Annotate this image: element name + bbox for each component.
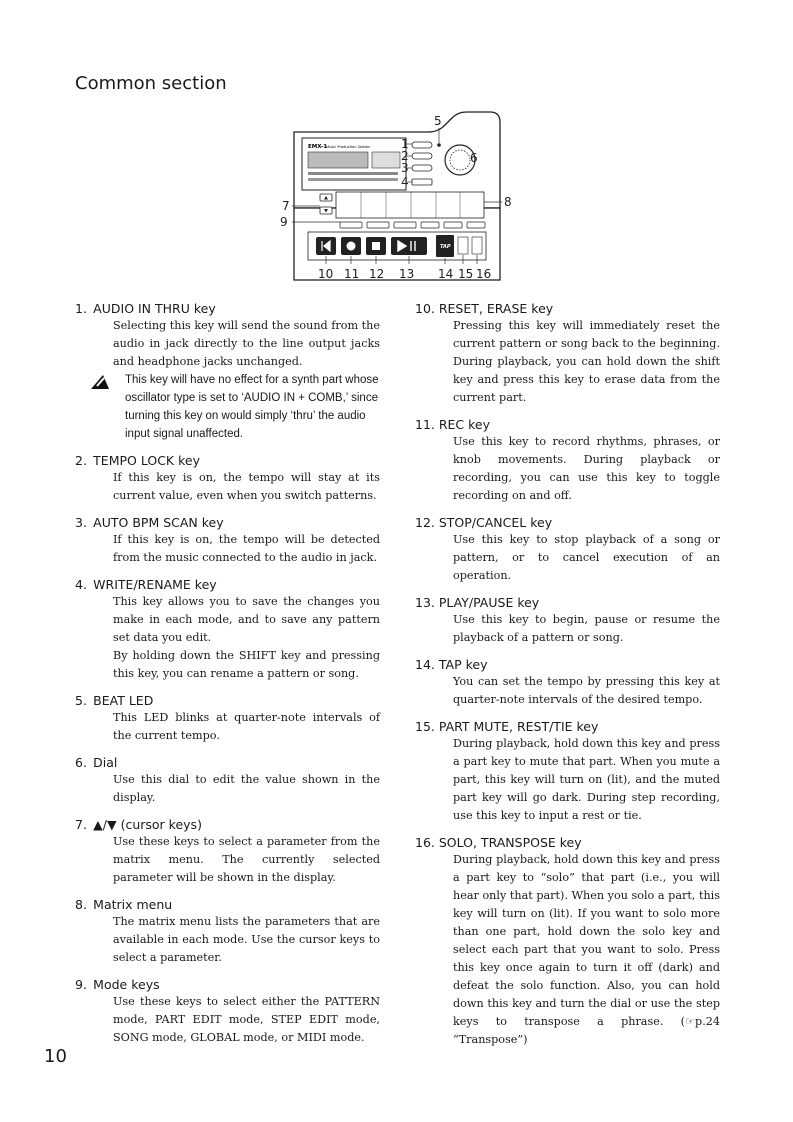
callout-2: 2 xyxy=(401,149,409,163)
item-body: Use this dial to edit the value shown in the display. xyxy=(113,773,380,804)
device-subtitle: Music Production Station xyxy=(326,145,371,149)
item-body: Use this key to record rhythms, phrases, or knob movements. During playback or recording, you can use this key to toggle recording on and off. xyxy=(453,435,720,502)
tap-key-label: TAP xyxy=(440,244,451,250)
left-column xyxy=(75,300,380,1056)
callout-14: 14 xyxy=(438,267,454,281)
item-body: Use this key to begin, pause or resume the playback of a pattern or song. xyxy=(453,613,720,644)
item-body: You can set the tempo by pressing this key at quarter-note intervals of the desired tempo. xyxy=(453,675,720,706)
item-title: 16. SOLO, TRANSPOSE key xyxy=(415,835,582,850)
control-panel-figure xyxy=(278,110,518,282)
item-title: 10. RESET, ERASE key xyxy=(415,301,554,316)
item-title: 13. PLAY/PAUSE key xyxy=(415,595,540,610)
item-tap xyxy=(415,656,720,709)
item-matrix-menu xyxy=(75,896,380,967)
item-reset-erase xyxy=(415,300,720,407)
item-body: Selecting this key will send the sound from the audio in jack directly to the line output jacks and headphone jacks unchanged. xyxy=(113,319,380,368)
callout-5: 5 xyxy=(434,114,442,128)
item-title: 4. WRITE/RENAME key xyxy=(75,577,217,592)
callout-13: 13 xyxy=(399,267,415,281)
item-body: The matrix menu lists the parameters that are available in each mode. Use the cursor keys to select a parameter. xyxy=(113,915,380,964)
item-auto-bpm-scan xyxy=(75,514,380,567)
item-title: 15. PART MUTE, REST/TIE key xyxy=(415,719,599,734)
item-beat-led xyxy=(75,692,380,745)
section-heading: Common section xyxy=(75,73,227,94)
callout-12: 12 xyxy=(369,267,385,281)
callout-3: 3 xyxy=(401,161,409,175)
callout-9: 9 xyxy=(280,215,288,229)
item-write-rename xyxy=(75,576,380,683)
callout-10: 10 xyxy=(318,267,334,281)
device-name: EMX-1 xyxy=(308,144,328,150)
item-body: This LED blinks at quarter-note intervals of the current tempo. xyxy=(113,711,380,742)
item-body: Use these keys to select a parameter from the matrix menu. The currently selected parameter will be shown in the display. xyxy=(113,835,380,884)
item-title: 7. ▲/▼ (cursor keys) xyxy=(75,817,202,832)
item-title: 1. AUDIO IN THRU key xyxy=(75,301,216,316)
callout-8: 8 xyxy=(504,195,512,209)
callout-7: 7 xyxy=(282,199,290,213)
item-title: 12. STOP/CANCEL key xyxy=(415,515,553,530)
item-title: 2. TEMPO LOCK key xyxy=(75,453,200,468)
item-title: 9. Mode keys xyxy=(75,977,160,992)
note-text: This key will have no effect for a synth part whose oscillator type is set to ‘AUDIO IN + COMB,’ since turning this key on would simply ‘thru’ the audio input signal unaffected. xyxy=(125,374,379,440)
callout-6: 6 xyxy=(470,151,478,165)
item-title: 5. BEAT LED xyxy=(75,693,154,708)
callout-16: 16 xyxy=(476,267,492,281)
item-rec xyxy=(415,416,720,505)
warning-pen-icon xyxy=(89,371,111,443)
item-body: During playback, hold down this key and press a part key to “solo” that part (i.e., you will hear only that part). When you solo a part, this key will turn on (lit). If you want to solo more than one part, hold down the solo key and select each part that you want to solo. Press this key once again to turn it off (dark) and defeat the solo function. Also, you can hold down this key and turn the dial or use the step keys to transpose a phrase. (☞p.24 “Transpose”) xyxy=(453,853,720,1046)
item-body: If this key is on, the tempo will stay at its current value, even when you switch patterns. xyxy=(113,471,380,502)
item-stop-cancel xyxy=(415,514,720,585)
item-title: 6. Dial xyxy=(75,755,118,770)
item-dial xyxy=(75,754,380,807)
item-tempo-lock xyxy=(75,452,380,505)
note xyxy=(89,371,380,443)
item-mode-keys xyxy=(75,976,380,1047)
item-cursor-keys xyxy=(75,816,380,887)
item-body: During playback, hold down this key and press a part key to mute that part. When you mute a part, this key will turn on (lit), and the muted part key will go dark. During step recording, use this key to input a rest or tie. xyxy=(453,737,720,822)
item-solo-transpose xyxy=(415,834,720,1049)
right-column xyxy=(415,300,720,1058)
item-body: Use these keys to select either the PATTERN mode, PART EDIT mode, STEP EDIT mode, SONG mode, GLOBAL mode, or MIDI mode. xyxy=(113,995,380,1044)
item-body: Use this key to stop playback of a song or pattern, or to cancel execution of an operation. xyxy=(453,533,720,582)
item-play-pause xyxy=(415,594,720,647)
callout-4: 4 xyxy=(401,175,409,189)
item-title: 14. TAP key xyxy=(415,657,488,672)
callout-11: 11 xyxy=(344,267,360,281)
item-audio-in-thru xyxy=(75,300,380,443)
item-body: This key allows you to save the changes you make in each mode, and to save any pattern set data you edit. xyxy=(113,595,380,644)
callout-15: 15 xyxy=(458,267,474,281)
callout-1: 1 xyxy=(401,137,409,151)
item-body: By holding down the SHIFT key and pressing this key, you can rename a pattern or song. xyxy=(113,649,380,680)
item-part-mute xyxy=(415,718,720,825)
item-title: 3. AUTO BPM SCAN key xyxy=(75,515,224,530)
item-body: Pressing this key will immediately reset the current pattern or song back to the beginning. During playback, you can hold down the shift key and press this key to erase data from the current part. xyxy=(453,319,720,404)
item-title: 11. REC key xyxy=(415,417,491,432)
item-title: 8. Matrix menu xyxy=(75,897,173,912)
page-number: 10 xyxy=(44,1046,67,1067)
item-body: If this key is on, the tempo will be detected from the music connected to the audio in jack. xyxy=(113,533,380,564)
